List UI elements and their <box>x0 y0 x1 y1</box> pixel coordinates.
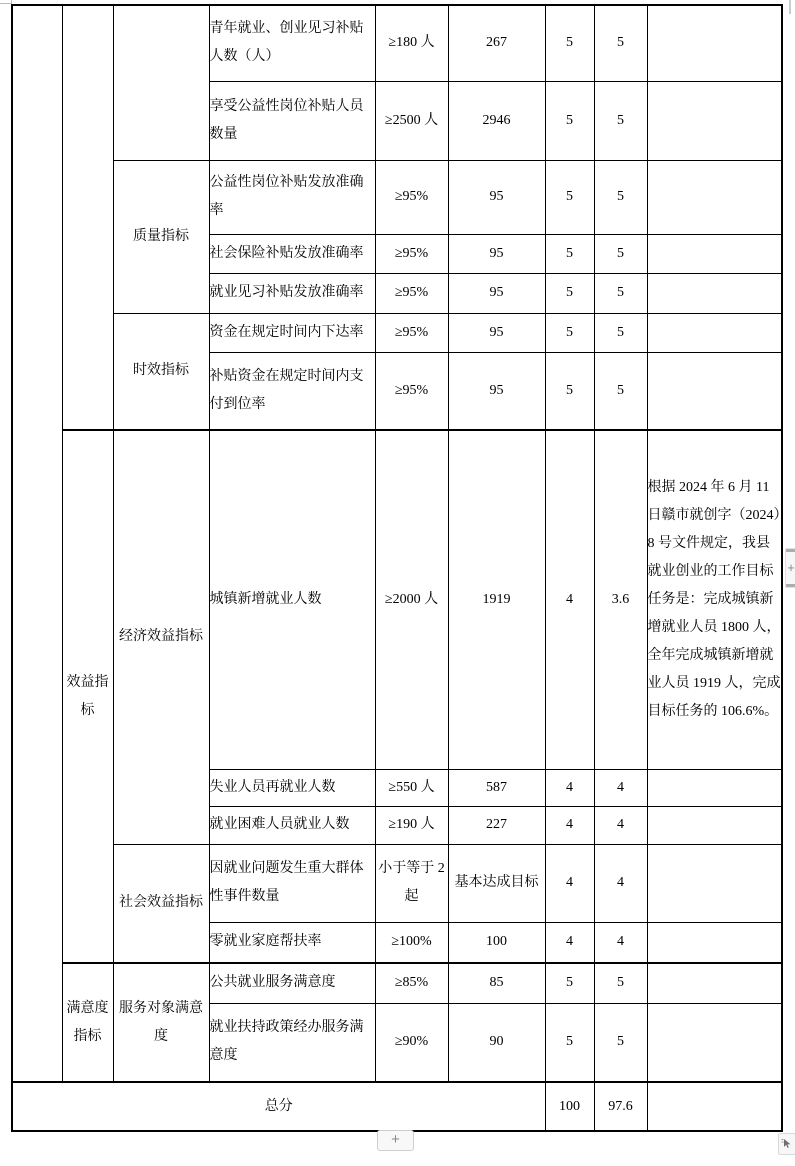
score-cell: 5 <box>545 1003 594 1082</box>
note-cell <box>647 963 782 1003</box>
actual-cell: 100 <box>448 922 545 963</box>
target-cell: ≥85% <box>375 963 448 1003</box>
target-cell: ≥90% <box>375 1003 448 1082</box>
note-cell <box>647 81 782 160</box>
subgroup-cell-timeliness: 时效指标 <box>113 313 209 430</box>
actual-cell: 227 <box>448 806 545 844</box>
earned-cell: 5 <box>594 160 647 234</box>
note-cell <box>647 844 782 922</box>
performance-indicator-table[interactable] <box>11 4 783 1132</box>
table-row <box>12 5 782 81</box>
target-cell: ≥550 人 <box>375 769 448 806</box>
actual-cell: 基本达成目标 <box>448 844 545 922</box>
actual-cell: 90 <box>448 1003 545 1082</box>
earned-cell: 5 <box>594 5 647 81</box>
subgroup-cell-empty <box>113 5 209 160</box>
subgroup-cell-quality: 质量指标 <box>113 160 209 313</box>
actual-cell: 267 <box>448 5 545 81</box>
selection-tool-button[interactable] <box>778 1133 795 1155</box>
actual-cell: 587 <box>448 769 545 806</box>
page-edge-fragment <box>789 0 791 14</box>
score-cell: 5 <box>545 313 594 352</box>
actual-cell: 85 <box>448 963 545 1003</box>
indicator-cell: 社会保险补贴发放准确率 <box>209 234 375 273</box>
actual-cell: 95 <box>448 313 545 352</box>
indicator-cell: 青年就业、创业见习补贴人数（人） <box>209 5 375 81</box>
total-label-cell: 总分 <box>12 1082 545 1131</box>
score-cell: 4 <box>545 806 594 844</box>
indicator-cell: 公共就业服务满意度 <box>209 963 375 1003</box>
earned-cell: 4 <box>594 769 647 806</box>
earned-cell: 5 <box>594 273 647 313</box>
score-cell: 5 <box>545 273 594 313</box>
earned-cell: 5 <box>594 81 647 160</box>
sidebar-collapse-handle[interactable] <box>785 548 795 588</box>
score-cell: 5 <box>545 160 594 234</box>
indicator-cell: 公益性岗位补贴发放准确率 <box>209 160 375 234</box>
add-page-button[interactable] <box>377 1130 414 1151</box>
score-cell: 5 <box>545 963 594 1003</box>
target-cell: ≥100% <box>375 922 448 963</box>
target-cell: ≥95% <box>375 234 448 273</box>
indicator-cell: 就业扶持政策经办服务满意度 <box>209 1003 375 1082</box>
handle-bottom-cap <box>786 584 795 587</box>
plus-icon: + <box>787 560 795 575</box>
table-row <box>12 430 782 769</box>
score-cell: 4 <box>545 769 594 806</box>
target-cell: ≥190 人 <box>375 806 448 844</box>
indicator-cell: 享受公益性岗位补贴人员数量 <box>209 81 375 160</box>
score-cell: 5 <box>545 352 594 430</box>
indicator-cell: 因就业问题发生重大群体性事件数量 <box>209 844 375 922</box>
earned-cell: 5 <box>594 963 647 1003</box>
score-cell: 5 <box>545 234 594 273</box>
earned-cell: 5 <box>594 352 647 430</box>
indicator-cell: 失业人员再就业人数 <box>209 769 375 806</box>
score-cell: 5 <box>545 81 594 160</box>
indicator-cell: 补贴资金在规定时间内支付到位率 <box>209 352 375 430</box>
actual-cell: 95 <box>448 160 545 234</box>
note-cell <box>647 234 782 273</box>
target-cell: ≥2500 人 <box>375 81 448 160</box>
score-cell: 5 <box>545 5 594 81</box>
note-cell: 根据 2024 年 6 月 11 日赣市就创字（2024）8 号文件规定，我县就业创业的工作目标任务是：完成城镇新增就业人员 1800 人，全年完成城镇新增就业人员 1919 人，完成目标任务的 106.6%。 <box>647 430 782 769</box>
earned-cell: 5 <box>594 313 647 352</box>
note-cell <box>647 273 782 313</box>
note-cell <box>647 313 782 352</box>
note-cell <box>647 160 782 234</box>
target-cell: ≥95% <box>375 273 448 313</box>
score-cell: 4 <box>545 430 594 769</box>
earned-cell: 4 <box>594 844 647 922</box>
indicator-cell: 城镇新增就业人数 <box>209 430 375 769</box>
actual-cell: 95 <box>448 234 545 273</box>
note-cell <box>647 5 782 81</box>
actual-cell: 2946 <box>448 81 545 160</box>
earned-cell: 4 <box>594 922 647 963</box>
total-row <box>12 1082 782 1131</box>
target-cell: ≥95% <box>375 313 448 352</box>
subgroup-cell-economic: 经济效益指标 <box>113 430 209 844</box>
category-cell-empty <box>12 5 62 1082</box>
earned-cell: 4 <box>594 806 647 844</box>
handle-top-cap <box>786 549 795 552</box>
indicator-cell: 资金在规定时间内下达率 <box>209 313 375 352</box>
table-row <box>12 313 782 352</box>
score-cell: 4 <box>545 844 594 922</box>
earned-cell: 5 <box>594 234 647 273</box>
note-cell <box>647 1003 782 1082</box>
table-row <box>12 160 782 234</box>
table-row <box>12 844 782 922</box>
target-cell: ≥2000 人 <box>375 430 448 769</box>
score-cell: 4 <box>545 922 594 963</box>
actual-cell: 1919 <box>448 430 545 769</box>
note-cell <box>647 769 782 806</box>
subgroup-cell-service: 服务对象满意度 <box>113 963 209 1082</box>
target-cell: ≥95% <box>375 160 448 234</box>
total-note-cell <box>647 1082 782 1131</box>
indicator-cell: 零就业家庭帮扶率 <box>209 922 375 963</box>
target-cell: ≥95% <box>375 352 448 430</box>
group-cell-satisfaction: 满意度指标 <box>62 963 113 1082</box>
cursor-icon <box>781 1138 792 1150</box>
total-earned-cell: 97.6 <box>594 1082 647 1131</box>
group-cell-benefit: 效益指标 <box>62 430 113 963</box>
note-cell <box>647 352 782 430</box>
target-cell: 小于等于 2 起 <box>375 844 448 922</box>
earned-cell: 5 <box>594 1003 647 1082</box>
actual-cell: 95 <box>448 273 545 313</box>
total-score-cell: 100 <box>545 1082 594 1131</box>
group-cell-empty <box>62 5 113 430</box>
target-cell: ≥180 人 <box>375 5 448 81</box>
table-row <box>12 963 782 1003</box>
indicator-cell: 就业困难人员就业人数 <box>209 806 375 844</box>
note-cell <box>647 922 782 963</box>
indicator-cell: 就业见习补贴发放准确率 <box>209 273 375 313</box>
actual-cell: 95 <box>448 352 545 430</box>
subgroup-cell-social: 社会效益指标 <box>113 844 209 963</box>
plus-icon: + <box>391 1131 400 1148</box>
note-cell <box>647 806 782 844</box>
earned-cell: 3.6 <box>594 430 647 769</box>
